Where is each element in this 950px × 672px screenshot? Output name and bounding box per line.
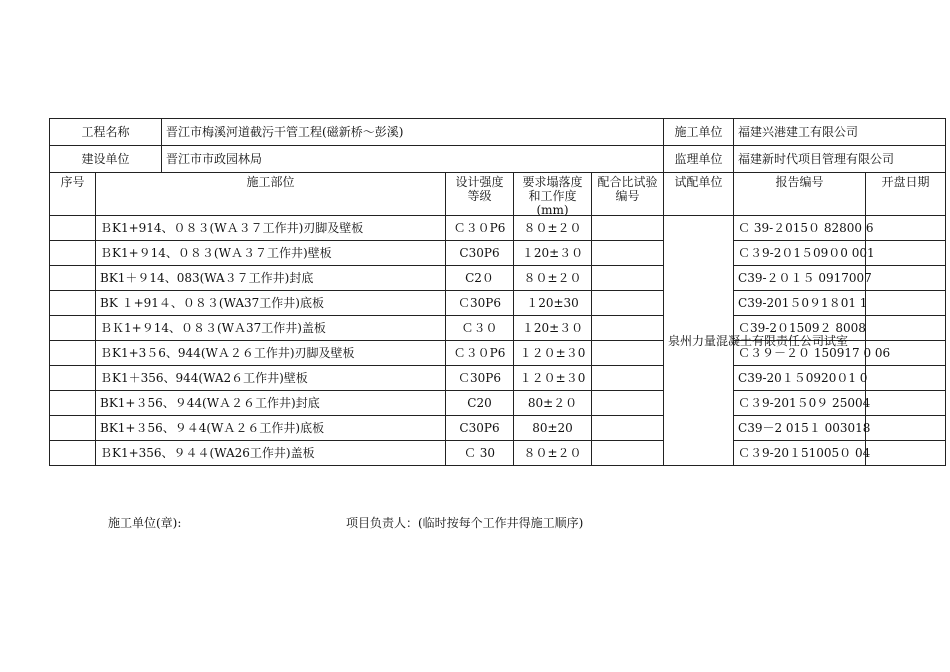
row-report-cell [734,391,871,416]
table-row [50,216,946,241]
row-report-cell-text: C39-20１５0920０1 0 [738,371,868,385]
row-part-cell [96,441,446,466]
table-row [50,391,946,416]
owner-row [50,146,946,173]
col-header-strength-text: 设计强度等级 [455,175,504,203]
row-part-cell [96,291,446,316]
row-strength-cell [446,416,514,441]
row-report-cell-text: Ｃ３9-201５0９ 25004 [738,396,871,410]
supervisor-value: 福建新时代项目管理有限公司 [734,146,946,173]
col-header-report-text: 报告编号 [775,175,824,189]
row-report-cell [734,441,871,466]
row-report-cell-text: Ｃ３9-2０1５09０0 001 [738,246,875,260]
row-strength-cell [446,291,514,316]
row-slump-cell-text: １２０±３0 [519,371,586,385]
row-slump-cell-text: １20±30 [526,296,579,310]
row-part-cell [96,216,446,241]
row-date-cell [866,366,946,391]
row-part-cell [96,341,446,366]
row-part-cell-text: ＢK1+356、９４４(WA26工作井)盖板 [100,446,315,460]
col-header-no [50,173,96,216]
row-slump-cell [514,441,592,466]
col-header-report [734,173,866,216]
col-header-mix-no [592,173,664,216]
row-date-cell [866,291,946,316]
table-row [50,291,946,316]
row-strength-cell [446,216,514,241]
row-report-cell-text: C39-２０１５ 0917007 [738,271,872,285]
row-date-cell [866,266,946,291]
row-no-cell [50,266,96,291]
row-no-cell [50,341,96,366]
row-report-cell-text: Ｃ３9-20１51005０ 04 [738,446,871,460]
col-header-mix-no-text: 配合比试验编号 [597,175,658,203]
row-strength-cell-text: Ｃ 30 [463,446,496,460]
row-strength-cell [446,241,514,266]
row-no-cell [50,241,96,266]
row-report-cell-text: C39－2 015１ 003018 [738,421,871,435]
row-strength-cell-text: C30P6 [459,246,500,260]
col-header-no-text: 序号 [60,175,85,189]
row-no-cell [50,441,96,466]
table-row [50,416,946,441]
row-strength-cell [446,366,514,391]
row-no-cell [50,366,96,391]
col-header-date [866,173,946,216]
table-row [50,241,946,266]
project-row [50,119,946,146]
row-no-cell [50,391,96,416]
row-part-cell-text: ＢＫ1+９14、０８３(WＡ37工作井)盖板 [100,321,326,335]
row-part-cell [96,266,446,291]
row-slump-cell [514,416,592,441]
row-slump-cell-text: ８０±２０ [523,221,582,235]
row-slump-cell [514,366,592,391]
row-date-cell [866,391,946,416]
row-strength-cell-text: Ｃ３０ [461,321,498,335]
table-row [50,266,946,291]
row-strength-cell [446,341,514,366]
row-mix-no-cell [592,366,664,391]
owner-label: 建设单位 [50,146,162,173]
row-strength-cell [446,441,514,466]
row-date-cell [866,441,946,466]
lab-unit-text: 泉州力量混凝土有限责任公司试室 [668,333,849,348]
row-slump-cell-text: １20±３０ [521,321,584,335]
row-part-cell [96,316,446,341]
row-date-cell [866,241,946,266]
row-report-cell-text: Ｃ３９－２０ 150917 0 06 [738,346,891,360]
row-report-cell-text: Ｃ 39-２015０ 82800 6 [738,221,874,235]
row-slump-cell [514,216,592,241]
row-strength-cell-text: C2０ [465,271,494,285]
row-strength-cell-text: C20 [467,396,492,410]
row-date-cell [866,316,946,341]
row-no-cell [50,416,96,441]
row-mix-no-cell [592,316,664,341]
col-header-slump [514,173,592,216]
row-part-cell [96,391,446,416]
row-part-cell [96,416,446,441]
project-name-value: 晋江市梅溪河道截污干管工程(磁新桥～彭溪) [162,119,664,146]
contractor-value: 福建兴港建工有限公司 [734,119,946,146]
row-part-cell-text: ＢK1+９14、０８３(WＡ３７工作井)壁板 [100,246,332,260]
row-strength-cell-text: Ｃ30P6 [458,371,501,385]
row-slump-cell [514,316,592,341]
col-header-lab [664,173,734,216]
row-mix-no-cell [592,216,664,241]
row-report-cell [734,266,872,291]
row-part-cell-text: ＢK1＋356、944(WA2６工作井)壁板 [100,371,308,385]
row-slump-cell-text: １20±３０ [521,246,584,260]
row-no-cell [50,291,96,316]
row-slump-cell [514,241,592,266]
row-part-cell-text: BK １+91４、０８３(WA37工作井)底板 [100,296,324,310]
row-strength-cell-text: Ｃ３０P6 [453,221,506,235]
row-slump-cell-text: 80±２０ [527,396,578,410]
row-mix-no-cell [592,291,664,316]
row-strength-cell-text: Ｃ30P6 [458,296,501,310]
row-part-cell [96,366,446,391]
row-mix-no-cell [592,266,664,291]
row-strength-cell [446,391,514,416]
row-slump-cell-text: 80±20 [532,421,573,435]
row-date-cell [866,216,946,241]
row-strength-cell [446,316,514,341]
col-header-part-text: 施工部位 [246,175,295,189]
supervisor-label: 监理单位 [664,146,734,173]
row-report-cell [734,416,871,441]
row-mix-no-cell [592,416,664,441]
row-slump-cell [514,291,592,316]
concrete-mix-table [49,118,946,466]
row-report-cell [734,366,866,391]
row-report-cell [734,216,874,241]
row-mix-no-cell [592,341,664,366]
table-row [50,441,946,466]
row-report-cell [734,241,875,266]
footer-project-manager: 项目负责人：(临时按每个工作井得施工顺序) [346,516,584,530]
column-header-row [50,173,946,216]
row-no-cell [50,316,96,341]
row-strength-cell-text: C30P6 [459,421,500,435]
row-mix-no-cell [592,241,664,266]
row-slump-cell-text: １２０±３0 [519,346,586,360]
row-strength-cell [446,266,514,291]
row-mix-no-cell [592,441,664,466]
col-header-strength [446,173,514,216]
row-report-cell-text: Ｃ39-2０1509２ 8008 [738,321,866,335]
project-name-label: 工程名称 [50,119,162,146]
col-header-date-text: 开盘日期 [881,175,930,189]
row-slump-cell [514,341,592,366]
row-report-cell-text: C39-201５0９1８01 1 [738,296,868,310]
row-part-cell-text: BK1+３56、９44(WＡ２６工作井)封底 [100,396,320,410]
row-part-cell-text: BK1+３56、９４4(WＡ２６工作井)底板 [100,421,325,435]
row-slump-cell [514,391,592,416]
row-slump-cell [514,266,592,291]
row-no-cell [50,216,96,241]
owner-value: 晋江市市政园林局 [162,146,664,173]
row-report-cell [734,291,866,316]
row-part-cell [96,241,446,266]
row-slump-cell-text: ８０±２０ [523,446,582,460]
table-row [50,366,946,391]
footer-contractor-seal: 施工单位(章): [108,516,182,530]
row-part-cell-text: ＢK1+914、０８３(WＡ３７工作井)刃脚及壁板 [100,221,364,235]
row-part-cell-text: ＢK1+3５6、944(WＡ２６工作井)刃脚及壁板 [100,346,355,360]
row-date-cell [866,416,946,441]
contractor-label: 施工单位 [664,119,734,146]
row-mix-no-cell [592,391,664,416]
col-header-part [96,173,446,216]
col-header-lab-text: 试配单位 [674,175,723,189]
row-slump-cell-text: ８０±２０ [523,271,582,285]
row-part-cell-text: BK1＋９14、083(WA３７工作井)封底 [100,271,314,285]
row-strength-cell-text: Ｃ３０P6 [453,346,506,360]
col-header-slump-text: 要求塌落度和工作度(mm) [522,175,583,217]
